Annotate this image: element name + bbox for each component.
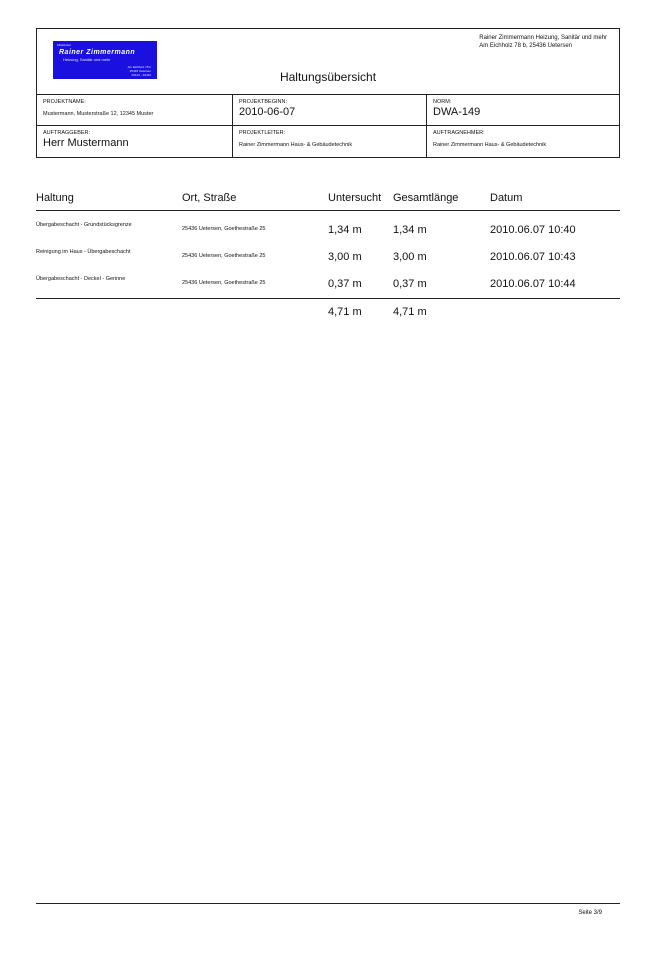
haltung-cell: Reinigung im Haus - Übergabeschacht <box>36 249 131 255</box>
norm-value: DWA-149 <box>433 106 481 118</box>
datum-cell: 2010.06.07 10:43 <box>490 251 576 263</box>
gesamtlaenge-cell: 1,34 m <box>393 224 427 236</box>
projektname-value: Mustermann, Musterstraße 12, 12345 Muster <box>43 111 154 117</box>
gesamtlaenge-cell: 0,37 m <box>393 278 427 290</box>
projektleiter-cell <box>232 126 426 157</box>
norm-label: NORM: <box>433 99 452 105</box>
haltung-cell: Übergabeschacht - Deckel - Gerinne <box>36 276 126 282</box>
auftragnehmer-cell <box>426 126 619 157</box>
auftraggeber-label: AUFTRAGGEBER: <box>43 130 91 136</box>
company-name: Rainer Zimmermann Heizung, Sanitär und mehr <box>479 35 607 41</box>
ort-cell: 25436 Uetersen, Goethestraße 25 <box>182 280 266 286</box>
table-row <box>36 216 620 242</box>
column-header-gesamtlaenge: Gesamtlänge <box>393 192 459 204</box>
auftragnehmer-value: Rainer Zimmermann Haus- & Gebäudetechnik <box>433 142 547 148</box>
logo-text: Heizung, Sanitär und mehr <box>63 57 111 62</box>
company-address <box>479 34 607 50</box>
auftraggeber-value: Herr Mustermann <box>43 137 129 149</box>
auftraggeber-cell <box>37 126 232 157</box>
total-gesamtlaenge: 4,71 m <box>393 306 427 318</box>
column-header-haltung: Haltung <box>36 192 74 204</box>
page-title: Haltungsübersicht <box>279 70 377 84</box>
auftragnehmer-label: AUFTRAGNEHMER: <box>433 130 485 136</box>
report-header <box>36 28 620 158</box>
haltung-cell: Übergabeschacht - Grundstücksgrenze <box>36 222 132 228</box>
logo-text: Mitarbeiter <box>57 43 72 47</box>
column-header-datum: Datum <box>490 192 523 204</box>
projektname-label: PROJEKTNAME: <box>43 99 86 105</box>
untersucht-cell: 0,37 m <box>328 278 362 290</box>
ort-cell: 25436 Uetersen, Goethestraße 25 <box>182 253 266 259</box>
header-divider <box>36 210 620 211</box>
info-row-2 <box>37 126 619 157</box>
projektbeginn-value: 2010-06-07 <box>239 106 296 118</box>
norm-cell <box>426 95 619 125</box>
total-untersucht: 4,71 m <box>328 306 362 318</box>
ort-cell: 25436 Uetersen, Goethestraße 25 <box>182 226 266 232</box>
logo-text: 25436 Uetersen <box>129 69 151 73</box>
projektbeginn-cell <box>232 95 426 125</box>
untersucht-cell: 3,00 m <box>328 251 362 263</box>
page-number: Seite 3/9 <box>578 910 602 916</box>
datum-cell: 2010.06.07 10:44 <box>490 278 576 290</box>
gesamtlaenge-cell: 3,00 m <box>393 251 427 263</box>
table-row <box>36 270 620 296</box>
column-header-ort: Ort, Straße <box>182 192 237 204</box>
datum-cell: 2010.06.07 10:40 <box>490 224 576 236</box>
total-divider <box>36 298 620 299</box>
logo-text: Am Eichholz 78 b <box>127 65 151 69</box>
projektleiter-label: PROJEKTLEITER: <box>239 130 286 136</box>
column-header-untersucht: Untersucht <box>328 192 382 204</box>
logo-text: Rainer Zimmermann <box>59 49 136 56</box>
projektbeginn-label: PROJEKTBEGINN: <box>239 99 287 105</box>
logo-text: 04122 - 40410 <box>131 73 151 77</box>
header-top <box>37 29 619 95</box>
projektname-cell <box>37 95 232 125</box>
untersucht-cell: 1,34 m <box>328 224 362 236</box>
projektleiter-value: Rainer Zimmermann Haus- & Gebäudetechnik <box>239 142 353 148</box>
table-row <box>36 244 620 270</box>
company-street: Am Eichholz 78 b, 25436 Uetersen <box>479 43 572 49</box>
info-row-1 <box>37 95 619 126</box>
footer-divider <box>36 903 620 904</box>
